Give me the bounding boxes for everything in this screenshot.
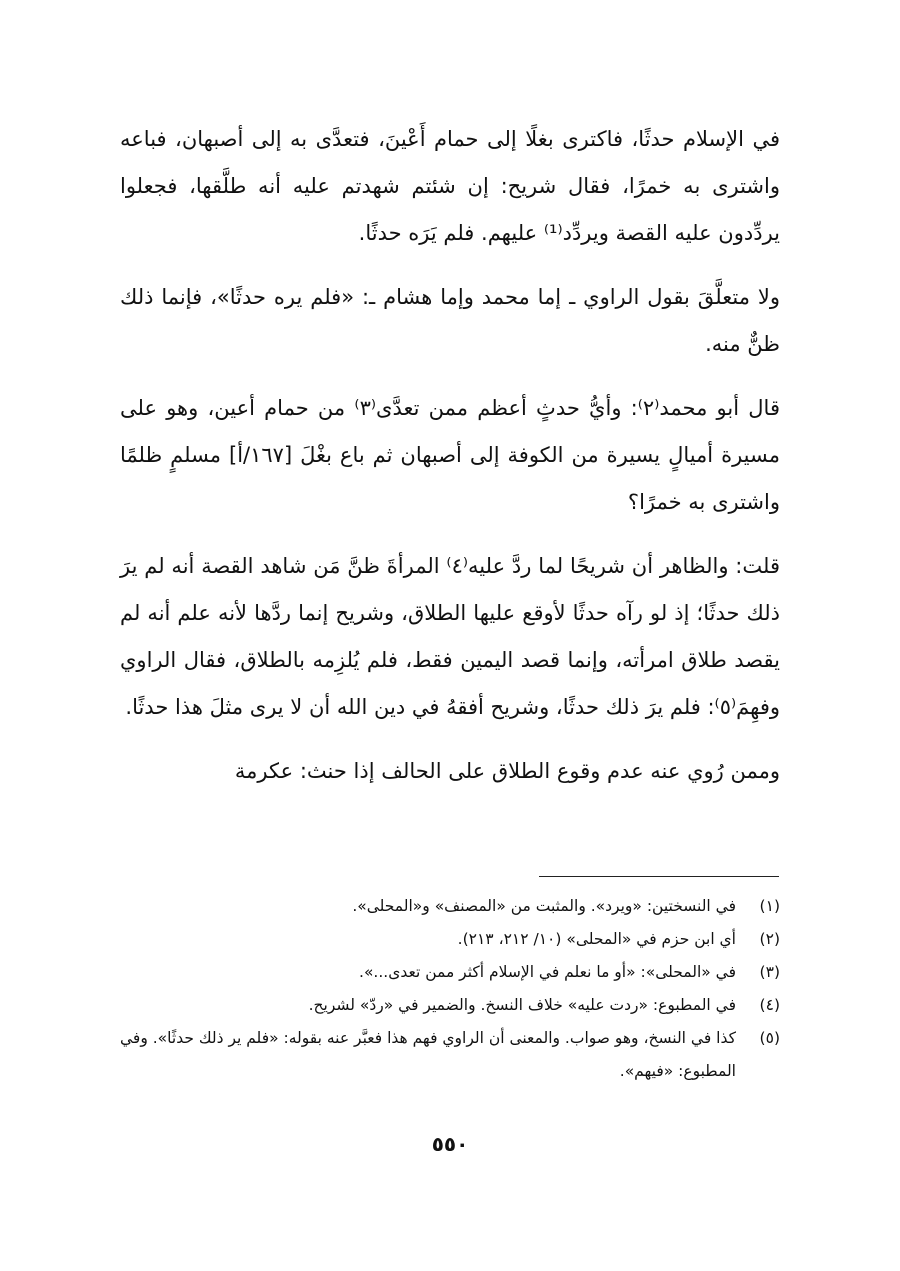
paragraph: وممن رُوي عنه عدم وقوع الطلاق على الحالف إذا حنث: عكرمة <box>234 759 780 783</box>
footnote-item <box>120 1022 780 1088</box>
footnote-number: (٤) <box>759 996 780 1014</box>
footnote-item <box>120 890 780 923</box>
footnote-text: كذا في النسخ، وهو صواب. والمعنى أن الراوي فهم هذا فعبَّر عنه بقوله: «فلم ير ذلك حدثًا». وفي المطبوع: «فيهم». <box>120 1029 736 1080</box>
footnote-number: (٥) <box>759 1029 780 1047</box>
footnotes <box>120 890 780 1088</box>
paragraph: في الإسلام حدثًا، فاكترى بغلًا إلى حمام أَعْينَ، فتعدَّى به إلى أصبهان، فباعه واشترى به خمرًا، فقال شريح: إن شئتم شهدتم عليه أنه طلَّقها، فجعلوا يردِّدون عليه القصة ويردِّد⁽¹⁾ عليهم. فلم يَرَه حدثًا. <box>120 127 780 245</box>
paragraph: قلت: والظاهر أن شريحًا لما ردَّ عليه⁽٤⁾ المرأةَ ظنَّ مَن شاهد القصة أنه لم يرَ ذلك حدثًا؛ إذ لو رآه حدثًا لأوقع عليها الطلاق، وشريح إنما ردَّها لأنه علم أنه لم يقصد طلاق امرأته، وإنما قصد اليمين فقط، فلم يُلزِمه بالطلاق، فقال الراوي وفهِمَ⁽٥⁾: فلم يرَ ذلك حدثًا، وشريح أفقهُ في دين الله أن لا يرى مثلَ هذا حدثًا. <box>120 554 780 719</box>
footnote-text: في «المحلى»: «أو ما نعلم في الإسلام أكثر ممن تعدى...». <box>359 963 736 981</box>
paragraph: قال أبو محمد⁽٢⁾: وأيُّ حدثٍ أعظم ممن تعدَّى⁽٣⁾ من حمام أعين، وهو على مسيرة أميالٍ يسيرة من الكوفة إلى أصبهان ثم باع بغْلَ [١٦٧/أ] مسلمٍ ظلمًا واشترى به خمرًا؟ <box>120 396 780 514</box>
footnote-item <box>120 989 780 1022</box>
page-number: ٥٥٠ <box>431 1132 469 1156</box>
footnote-text: في النسختين: «ويرد». والمثبت من «المصنف» و«المحلى». <box>352 897 736 915</box>
footnote-text: في المطبوع: «ردت عليه» خلاف النسخ. والضمير في «ردّ» لشريح. <box>308 996 736 1014</box>
footnote-item <box>120 923 780 956</box>
paragraph: ولا متعلَّقَ بقول الراوي ـ إما محمد وإما هشام ـ: «فلم يره حدثًا»، فإنما ذلك ظنٌّ منه. <box>120 285 780 356</box>
footnote-text: أي ابن حزم في «المحلى» (١٠/ ٢١٢، ٢١٣). <box>457 930 736 948</box>
footnote-number: (١) <box>759 897 780 915</box>
footnote-divider <box>539 876 779 877</box>
footnote-number: (٣) <box>759 963 780 981</box>
footnote-item <box>120 956 780 989</box>
footnote-number: (٢) <box>759 930 780 948</box>
main-text <box>120 116 780 812</box>
